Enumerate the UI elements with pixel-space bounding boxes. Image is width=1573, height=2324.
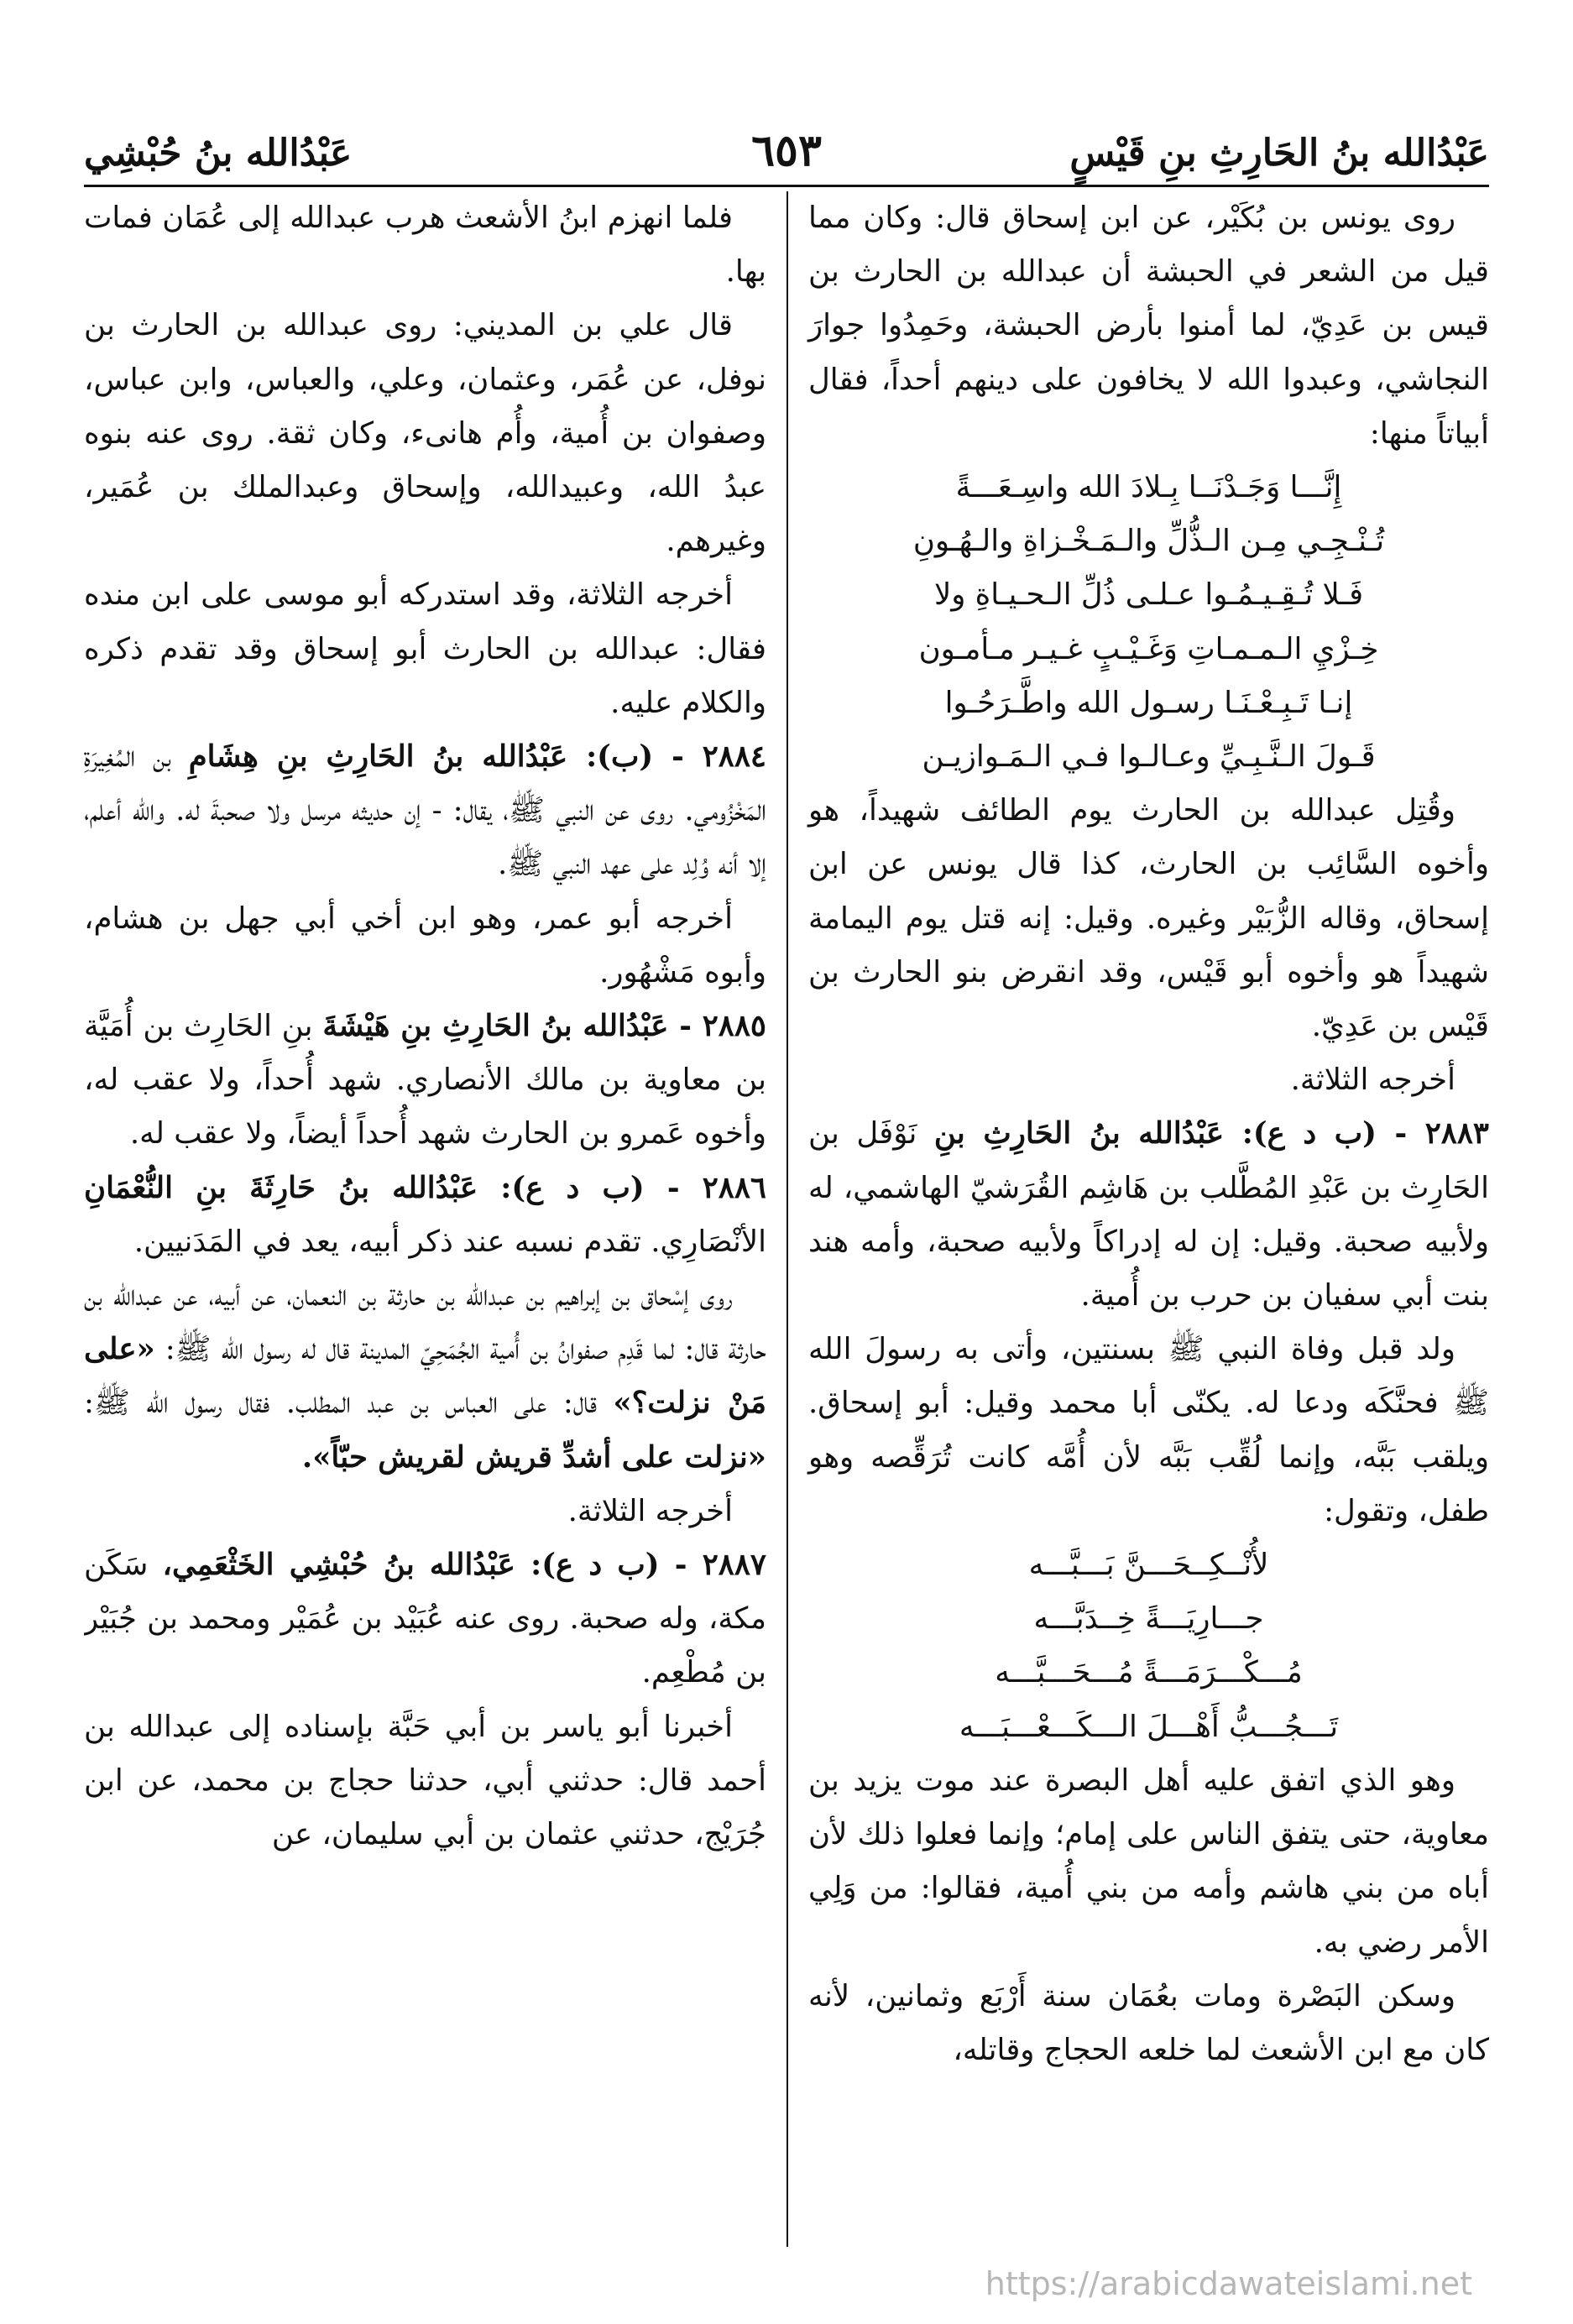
- paragraph: وقُتِل عبدالله بن الحارث يوم الطائف شهيداً، هو وأخوه السَّائِب بن الحارث، كذا قال يونس عن ابن إسحاق، وقاله الزُّبَيْر وغيره. وقيل: إنه قتل يوم اليمامة شهيداً هو وأخوه أبو قَيْس، وقد انقرض بنو الحارث بن قَيْس بن عَدِيّ.: [808, 793, 1489, 1044]
- verse-line: تُـنْـجِـي مِـن الـذُّلِّ والـمَـخْـزاةِ والـهُـونِ: [912, 524, 1385, 559]
- verse-line: إنـا تَـبِـعْـنَـا رسـول الله واطَّـرَحُـوا: [944, 685, 1353, 720]
- poem-verses-1: [808, 461, 1489, 784]
- entry-heading: ٢٨٨٦ - (ب د ع): عَبْدُالله بنُ حَارِثَةَ بنِ النُّعْمَانِ: [84, 1170, 766, 1205]
- entry-heading: ٢٨٨٥ - عَبْدُالله بنُ الحَارِثِ بنِ هَيْشَةَ: [322, 1009, 766, 1044]
- paragraph: قال علي بن المديني: روى عبدالله بن الحارث بن نوفل، عن عُمَر، وعثمان، وعلي، والعباس، وابن عباس، وصفوان بن أُمية، وأُم هانىء، وكان ثقة. روى عنه بنوه عبدُ الله، وعبيدالله، وإسحاق وعبدالملك بن عُمَير، وغيرهم.: [84, 308, 766, 559]
- paragraph: ولد قبل وفاة النبي ﷺ بسنتين، وأتى به رسولَ الله ﷺ فحنَّكَه ودعا له. يكنّى أبا محمد وقيل: أبو إسحاق. ويلقب بَبَّه، وإنما لُقِّب بَبَّه لأن أُمَّه كانت تُرَقِّصه وهو طفل، وتقول:: [808, 1332, 1489, 1528]
- entry-2884: [84, 730, 766, 892]
- right-column: [786, 191, 1489, 2247]
- text-columns: [84, 191, 1489, 2247]
- entry-heading: ٢٨٨٤ - (ب): عَبْدُالله بنُ الحَارِثِ بنِ هِشَامِ: [188, 739, 766, 775]
- paragraph: روى يونس بن بُكَيْر، عن ابن إسحاق قال: وكان مما قيل من الشعر في الحبشة أن عبدالله بن الحارث بن قيس بن عَدِيّ، لما أمنوا بأرض الحبشة، وحَمِدُوا جوارَ النجاشي، وعبدوا الله لا يخافون على دينهم أحداً، فقال أبياتاً منها:: [808, 201, 1489, 451]
- verse-line: قَـولَ الـنَّـبِـيِّ وعـالـوا فـي الـمَـوازيـن: [922, 739, 1376, 775]
- paragraph: أخرجه الثلاثة.: [1290, 1063, 1455, 1098]
- paragraph: أخرجه الثلاثة، وقد استدركه أبو موسى على ابن منده فقال: عبدالله بن الحارث أبو إسحاق وقد تقدم ذكره والكلام عليه.: [84, 577, 766, 720]
- watermark-url: https://arabicdawateislami.net: [985, 2265, 1472, 2302]
- paragraph: فلما انهزم ابنُ الأشعث هرب عبدالله إلى عُمَان فمات بها.: [84, 201, 766, 290]
- paragraph: أخرجه الثلاثة.: [567, 1493, 733, 1528]
- entry-heading: ٢٨٨٣ - (ب د ع): عَبْدُالله بنُ الحَارِثِ بنِ: [933, 1116, 1489, 1152]
- hadith-quote: «على مَنْ نزلت؟»: [84, 1332, 767, 1421]
- verse-line: مُـــكْـــرَمَـــةً مُـــحَـــبَّـــه: [995, 1655, 1303, 1690]
- paragraph: وهو الذي اتفق عليه أهل البصرة عند موت يزيد بن معاوية، حتى يتفق الناس على إمام؛ وإنما فعلوا ذلك لأن أباه من بني هاشم وأمه من بني أُمية، فقالوا: من وَلِي الأمر رضي به.: [808, 1763, 1489, 1960]
- verse-line: خِـزْيِ الـمـمـاتِ وَغَـيْـبٍ غـيـر مـأمـون: [918, 631, 1379, 666]
- entry-2887: [84, 1538, 766, 1700]
- poem-verses-2: [808, 1538, 1489, 1754]
- verse-line: إِنَّـــا وَجَـدْنَــا بِـلادَ الله واسِـعَـــةً: [955, 470, 1342, 505]
- running-title-right: عَبْدُالله بنُ الحَارِثِ بنِ قَيْسٍ: [1069, 132, 1489, 175]
- entry-body: سَكَن مكة، وله صحبة. روى عنه عُبَيْد بن عُمَيْر ومحمد بن جُبَيْر بن مُطْعِم.: [84, 1548, 766, 1690]
- entry-2886: [84, 1162, 766, 1269]
- verse-line: لأُنْــكِــحَـــنَّ بَـــبَّـــه: [1028, 1548, 1269, 1583]
- left-column: [84, 191, 786, 2247]
- entry-2883: [808, 1107, 1489, 1323]
- verse-line: تَـــجُـــبُّ أَهْـــلَ الـــكَـــعْـــبَـــه: [959, 1709, 1339, 1744]
- paragraph-text: روى إسْحاق بن إبراهيم بن عبدالله بن حارثة بن النعمان، عن أبيه، عن عبدالله بن حارثة قال: لما قَدِم صفوانُ بن أُمية الجُمَحِيّ المدينة قال له رسول الله ﷺ:: [84, 1278, 766, 1367]
- hadith-quote: «نزلت على أشدِّ قريش لقريش حبّاً».: [301, 1439, 766, 1475]
- paragraph: وسكن البَصْرة ومات بعُمَان سنة أَرْبَع وثمانين، لأنه كان مع ابن الأشعث لما خلعه الحجاج وقاتله،: [808, 1978, 1489, 2067]
- running-title-left: عَبْدُالله بنُ حُبْشِي: [84, 132, 353, 175]
- entry-heading: ٢٨٨٧ - (ب د ع): عَبْدُالله بنُ حُبْشِي الخَثْعَمِي،: [162, 1548, 766, 1583]
- paragraph: أخبرنا أبو ياسر بن أبي حَبَّة بإسناده إلى عبدالله بن أحمد قال: حدثني أبي، حدثنا حجاج بن محمد، عن ابن جُرَيْج، حدثني عثمان بن أبي سليمان، عن: [84, 1709, 766, 1852]
- verse-line: فَـلا تُـقِـيـمُـوا عـلـى ذُلِّ الـحـيـاةِ ولا: [933, 577, 1364, 613]
- entry-body: بنِ الحَارِث بن أُمَيَّة بن معاوية بن مالك الأنصاري. شهد أُحداً، ولا عقب له، وأخوه عَمرو بن الحارث شهد أُحداً أيضاً، ولا عقب له.: [84, 1009, 766, 1152]
- paragraph: أخرجه أبو عمر، وهو ابن أخي أبي جهل بن هشام، وأبوه مَشْهُور.: [84, 901, 766, 990]
- page-number: ٦٥٣: [751, 125, 822, 176]
- verse-line: جـــارِيَـــةً خِــدَبَّـــه: [1033, 1601, 1264, 1637]
- entry-body: نَوْفَل بن الحَارِث بن عَبْدِ المُطَّلب بن هَاشِم القُرَشيّ الهاشمي، له ولأبيه صحبة. وقيل: إن له إدراكاً ولأبيه صحبة، وأمه هند بنت أبي سفيان بن حرب بن أُمية.: [808, 1116, 1489, 1313]
- entry-body: بن المُغِيرَةِ المَخْزُومي. روى عن النبي ﷺ، يقال: - إن حديثه مرسل ولا صحبةَ له. والله أعلم، إلا أنه وُلِد على عهد النبي ﷺ.: [84, 739, 766, 882]
- paragraph-text: قال: على العباس بن عبد المطلب. فقال رسول الله ﷺ:: [84, 1386, 598, 1421]
- paragraph: [84, 1269, 766, 1485]
- entry-2885: [84, 1000, 766, 1162]
- entry-body: الأنْصَارِي. تقدم نسبه عند ذكر أبيه، يعد في المَدَنيين.: [133, 1224, 766, 1259]
- page-header: [84, 109, 1489, 187]
